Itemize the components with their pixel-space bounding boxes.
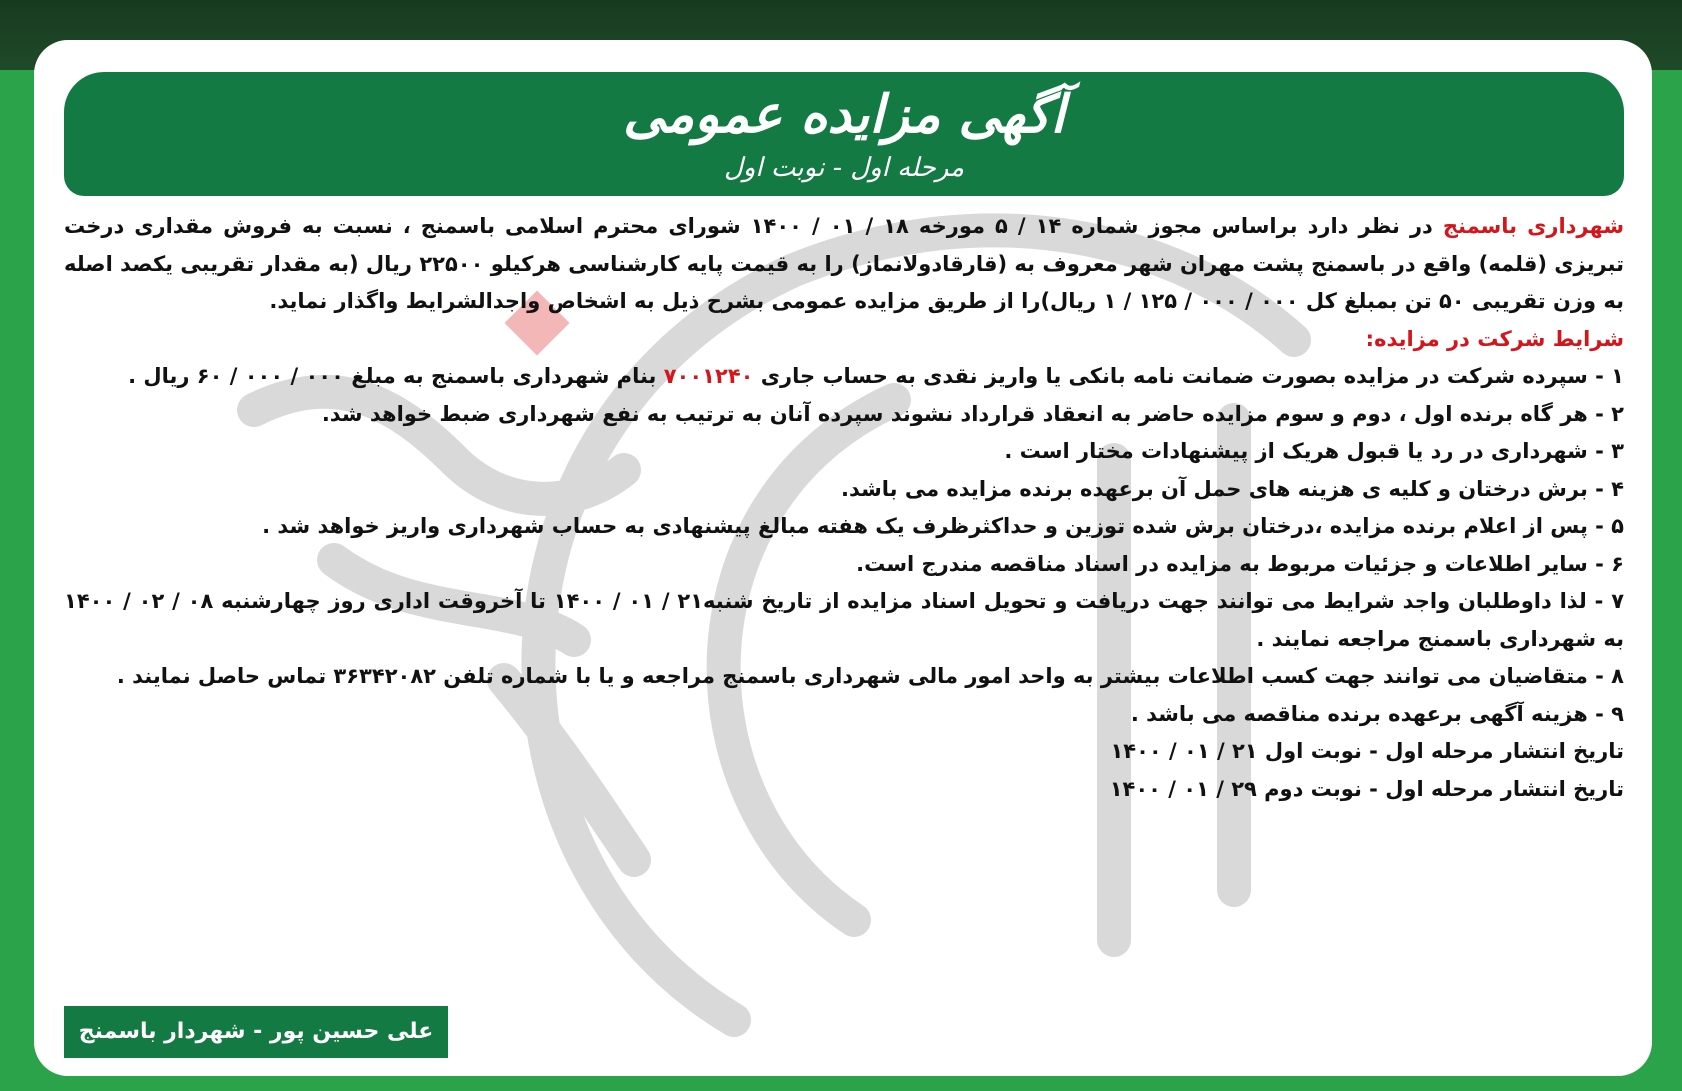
intro-text: در نظر دارد براساس مجوز شماره ۱۴ / ۵ مورخه ۱۸ / ۰۱ / ۱۴۰۰ شورای محترم اسلامی باسمنج ، نسبت به فروش مقداری درخت تبریزی (قلمه) واقع در باسمنج پشت مهران شهر معروف به (قارقادولانماز) را به قیمت پایه کارشناسی هرکیلو ۲۲۵۰۰ ریال (به مقدار تقریبی یکصد اصله به وزن تقریبی ۵۰ تن بمبلغ کل ۰۰۰ / ۰۰۰ / ۱۲۵ / ۱ ریال)را از طریق مزایده عمومی بشرح ذیل به اشخاص واجدالشرایط واگذار نماید. — [64, 214, 1625, 313]
publication-date-1: تاریخ انتشار مرحله اول - نوبت اول ۲۱ / ۰۱ / ۱۴۰۰ — [1110, 739, 1624, 763]
intro-paragraph — [64, 208, 1624, 321]
conditions-heading: شرایط شرکت در مزایده: — [1365, 326, 1624, 351]
condition-item-3: ۳ - شهرداری در رد یا قبول هریک از پیشنهادات مختار است . — [1004, 439, 1624, 463]
condition-item-9: ۹ - هزینه آگهی برعهده برنده مناقصه می باشد . — [1130, 701, 1624, 726]
condition-item-6: ۶ - سایر اطلاعات و جزئیات مربوط به مزایده در اسناد مناقصه مندرج است. — [856, 551, 1624, 576]
notice-card — [34, 40, 1652, 1076]
notice-body — [64, 208, 1624, 808]
notice-title: آگهی مزایده عمومی — [623, 85, 1065, 145]
condition-item-1-before: ۱ - سپرده شرکت در مزایده بصورت ضمانت نامه بانکی یا واریز نقدی به حساب جاری — [753, 364, 1624, 388]
condition-item-7: ۷ - لذا داوطلبان واجد شرایط می توانند جهت دریافت و تحویل اسناد مزایده از تاریخ شنبه۲۱ / ۰۱ / ۱۴۰۰ تا آخروقت اداری روز چهارشنبه ۰۸ / ۰۲ / ۱۴۰۰ به شهرداری باسمنج مراجعه نمایند . — [64, 589, 1625, 651]
notice-subtitle: مرحله اول - نوبت اول — [723, 153, 965, 183]
condition-item-8: ۸ - متقاضیان می توانند جهت کسب اطلاعات بیشتر به واحد امور مالی شهرداری باسمنج مراجعه و یا با شماره تلفن ۳۶۳۴۲۰۸۲ تماس حاصل نمایند . — [116, 664, 1624, 688]
org-name: شهرداری باسمنج — [1442, 214, 1625, 238]
condition-item-1-after: بنام شهرداری باسمنج به مبلغ ۰۰۰ / ۰۰۰ / ۶۰ ریال . — [128, 364, 664, 388]
condition-item-2: ۲ - هر گاه برنده اول ، دوم و سوم مزایده حاضر به انعقاد قرارداد نشوند سپرده آنان به ترتیب به نفع شهرداری ضبط خواهد شد. — [321, 401, 1624, 426]
mayor-signature: علی حسین پور - شهردار باسمنج — [64, 1006, 448, 1058]
account-number: ۷۰۰۱۲۴۰ — [663, 364, 754, 388]
notice-header — [64, 72, 1624, 196]
publication-date-2: تاریخ انتشار مرحله اول - نوبت دوم ۲۹ / ۰۱ / ۱۴۰۰ — [1109, 776, 1624, 801]
condition-item-1 — [64, 358, 1624, 396]
condition-item-4: ۴ - برش درختان و کلیه ی هزینه های حمل آن برعهده برنده مزایده می باشد. — [841, 476, 1624, 501]
condition-item-5: ۵ - پس از اعلام برنده مزایده ،درختان برش شده توزین و حداکثرظرف یک هفته مبالغ پیشنهادی به حساب شهرداری واریز خواهد شد . — [262, 514, 1624, 538]
